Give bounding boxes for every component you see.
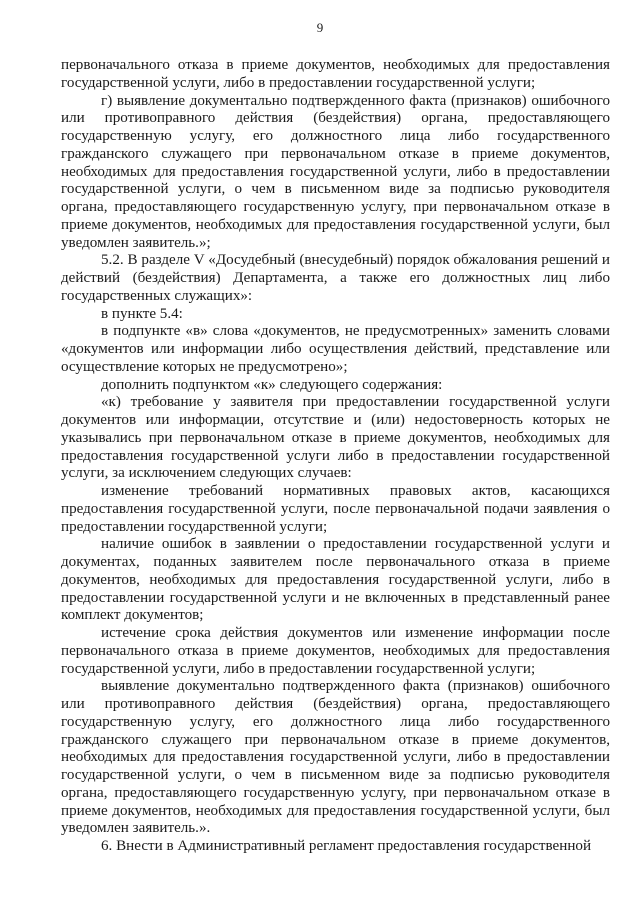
paragraph-case-2: наличие ошибок в заявлении о предоставлении государственной услуги и документах, поданных заявителем после первоначального отказа в приеме документов, необходимых для предоставления государственной услуги, либо в предоставлении государственной услуги и не включенных в представленный ранее комплект документов;	[61, 536, 610, 624]
paragraph-point-5-4: в пункте 5.4:	[101, 305, 183, 322]
paragraph-case-1: изменение требований нормативных правовых актов, касающихся предоставления государственной услуги, после первоначальной подачи заявления о предоставлении государственной услуги;	[61, 483, 610, 535]
paragraph-continuation: первоначального отказа в приеме документов, необходимых для предоставления государственной услуги, либо в предоставлении государственной услуги;	[61, 57, 610, 91]
paragraph-item-g: г) выявление документально подтвержденного факта (признаков) ошибочного или противоправного действия (бездействия) органа, предоставляющего государственную услугу, его должностного лица либо государственного гражданского служащего при первоначальном отказе в приеме документов, необходимых для предоставления государственной услуги, либо в предоставлении государственной услуги, о чем в письменном виде за подписью руководителя органа, предоставляющего государственную услугу, при первоначальном отказе в приеме документов, необходимых для предоставления государственной услуги, был уведомлен заявитель.»;	[61, 92, 610, 251]
paragraph-case-3: истечение срока действия документов или изменение информации после первоначального отказа в приеме документов, необходимых для предоставления государственной услуги, либо в предоставлении государственной услуги;	[61, 625, 610, 677]
paragraph-subpoint-k: «к) требование у заявителя при предоставлении государственной услуги документов или информации, отсутствие и (или) недостоверность которых не указывались при первоначальном отказе в приеме документов, необходимых для предоставления государственной услуги либо в предоставлении государственной услуги, за исключением следующих случаев:	[61, 394, 610, 482]
document-body	[61, 57, 610, 856]
paragraph-section-5-2: 5.2. В разделе V «Досудебный (внесудебный) порядок обжалования решений и действий (бездействия) Департамента, а также его должностных лиц либо государственных служащих»:	[61, 252, 610, 304]
paragraph-subpoint-v: в подпункте «в» слова «документов, не предусмотренных» заменить словами «документов или информации либо осуществления действий, представление или осуществление которых не предусмотрено»;	[61, 323, 610, 375]
paragraph-item-6: 6. Внести в Административный регламент предоставления государственной	[101, 838, 592, 854]
paragraph-case-4: выявление документально подтвержденного факта (признаков) ошибочного или противоправного действия (бездействия) органа, предоставляющего государственную услугу, его должностного лица либо государственного гражданского служащего при первоначальном отказе в приеме документов, необходимых для предоставления государственной услуги, либо в предоставлении государственной услуги, о чем в письменном виде за подписью руководителя органа, предоставляющего государственную услугу, при первоначальном отказе в приеме документов, необходимых для предоставления государственной услуги, был уведомлен заявитель.».	[61, 678, 610, 837]
page-number: 9	[316, 20, 324, 35]
paragraph-add-subpoint-k: дополнить подпунктом «к» следующего содержания:	[101, 376, 443, 393]
